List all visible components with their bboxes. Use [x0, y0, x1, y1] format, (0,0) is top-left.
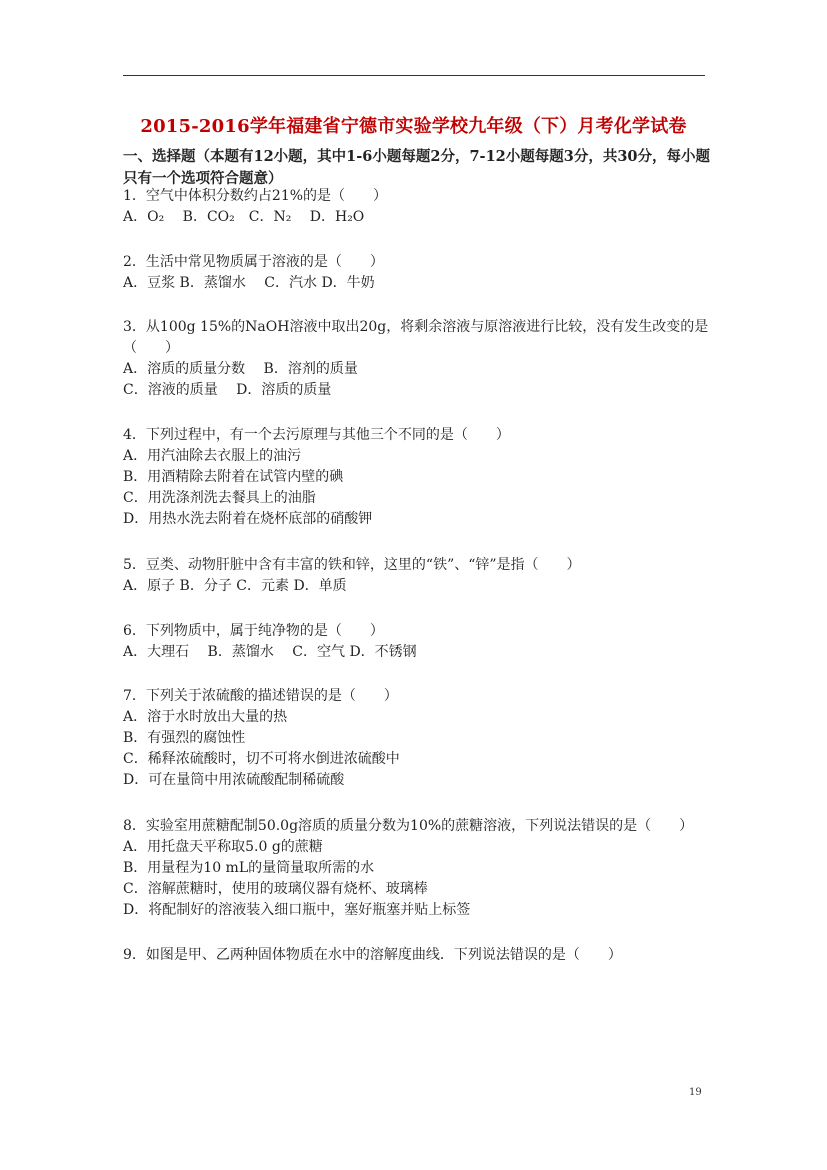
question-stem: 3．从100g 15%的NaOH溶液中取出20g，将剩余溶液与原溶液进行比较，没有发生改变的是（ ） — [123, 319, 709, 356]
question-4 — [123, 425, 713, 530]
question-2 — [123, 252, 713, 294]
question-options: A．O₂ B．CO₂ C．N₂ D．H₂O — [123, 209, 365, 225]
question-stem: 8．实验室用蔗糖配制50.0g溶质的质量分数为10%的蔗糖溶液，下列说法错误的是（ ） — [123, 818, 694, 834]
question-stem: 9．如图是甲、乙两种固体物质在水中的溶解度曲线．下列说法错误的是（ ） — [123, 947, 622, 963]
question-options: C．溶解蔗糖时，使用的玻璃仪器有烧杯、玻璃棒 — [123, 881, 428, 897]
question-stem: 6．下列物质中，属于纯净物的是（ ） — [123, 623, 384, 639]
question-options: A．原子 B．分子 C．元素 D．单质 — [123, 578, 347, 594]
question-6 — [123, 621, 713, 663]
section-heading: 一、选择题（本题有12小题，其中1-6小题每题2分，7-12小题每题3分，共30分，每小题只有一个选项符合题意） — [123, 148, 711, 187]
question-options: A．豆浆 B．蒸馏水 C．汽水 D．牛奶 — [123, 275, 375, 291]
question-options: C．稀释浓硫酸时，切不可将水倒进浓硫酸中 — [123, 751, 400, 767]
question-options: A．用汽油除去衣服上的油污 — [123, 448, 302, 464]
question-options: A．溶质的质量分数 B．溶剂的质量 — [123, 361, 358, 377]
question-options: D．将配制好的溶液装入细口瓶中，塞好瓶塞并贴上标签 — [123, 902, 471, 918]
question-options: D．可在量筒中用浓硫酸配制稀硫酸 — [123, 772, 345, 788]
question-stem: 4．下列过程中，有一个去污原理与其他三个不同的是（ ） — [123, 427, 510, 443]
question-stem: 1．空气中体积分数约占21%的是（ ） — [123, 188, 388, 204]
question-5 — [123, 555, 713, 597]
question-options: A．溶于水时放出大量的热 — [123, 709, 288, 725]
question-8 — [123, 816, 713, 921]
page-number: 19 — [689, 1087, 702, 1098]
question-options: C．用洗涤剂洗去餐具上的油脂 — [123, 490, 316, 506]
question-9 — [123, 945, 713, 966]
question-options: D．用热水洗去附着在烧杯底部的硝酸钾 — [123, 511, 373, 527]
question-options: B．用量程为10 mL的量筒量取所需的水 — [123, 860, 375, 876]
question-stem: 2．生活中常见物质属于溶液的是（ ） — [123, 254, 384, 270]
question-7 — [123, 686, 713, 791]
question-options: C．溶液的质量 D．溶质的质量 — [123, 382, 332, 398]
question-1 — [123, 186, 713, 228]
question-options: B．有强烈的腐蚀性 — [123, 730, 246, 746]
exam-title: 2015-2016学年福建省宁德市实验学校九年级（下）月考化学试卷 — [140, 116, 687, 137]
question-stem: 5．豆类、动物肝脏中含有丰富的铁和锌，这里的“铁”、“锌”是指（ ） — [123, 557, 581, 573]
question-3 — [123, 317, 713, 401]
question-options: B．用酒精除去附着在试管内壁的碘 — [123, 469, 344, 485]
question-options: A．大理石 B．蒸馏水 C．空气 D．不锈钢 — [123, 644, 417, 660]
question-options: A．用托盘天平称取5.0 g的蔗糖 — [123, 839, 323, 855]
question-stem: 7．下列关于浓硫酸的描述错误的是（ ） — [123, 688, 398, 704]
header-rule — [123, 75, 705, 76]
